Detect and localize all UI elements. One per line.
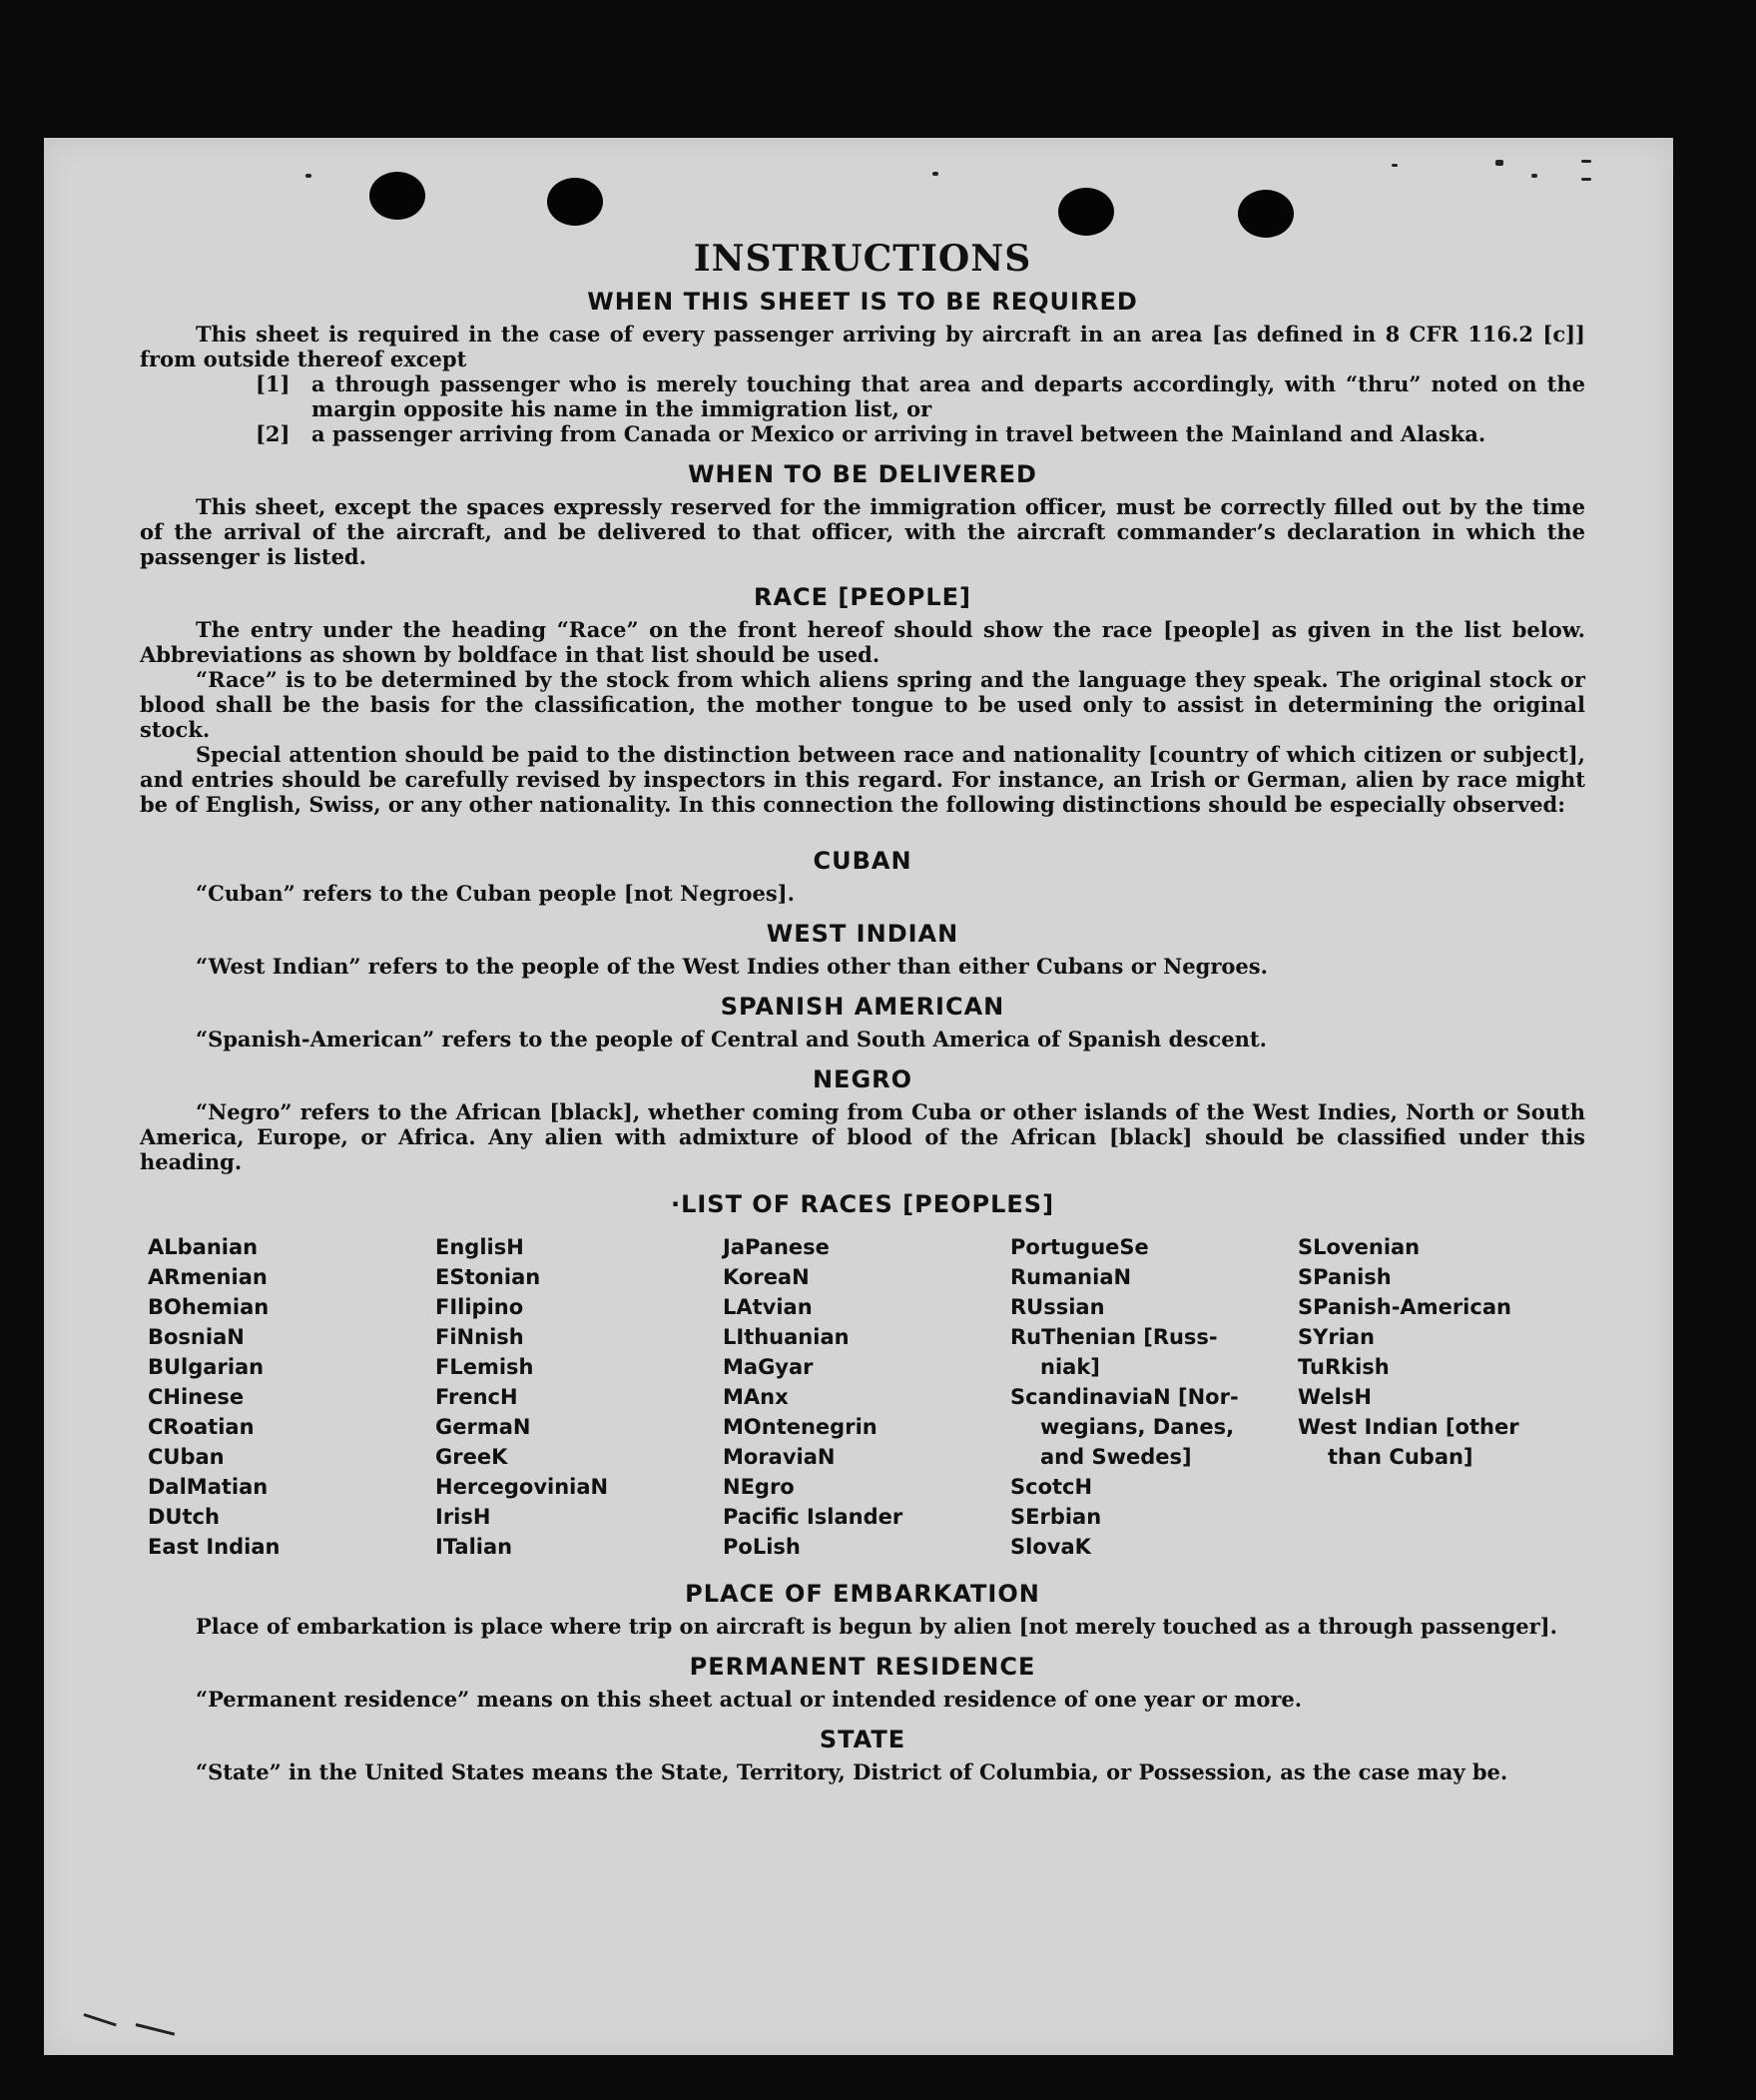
heading-negro: NEGRO: [812, 1065, 913, 1093]
race-entry: EStonian: [435, 1265, 541, 1289]
race-list: [148, 1232, 1585, 1562]
instructions-content: [140, 238, 1585, 1784]
heading-race: RACE [PEOPLE]: [753, 583, 972, 611]
race-entry: BOhemian: [148, 1295, 270, 1319]
race-entry: DUtch: [148, 1505, 220, 1529]
race-entry: East Indian: [148, 1535, 281, 1559]
race-entry: IrisH: [435, 1505, 491, 1529]
race-entry: SErbian: [1010, 1505, 1102, 1529]
required-intro: This sheet is required in the case of every passenger arriving by aircraft in an area [as defined in 8 CFR 116.2 [c]] from outside thereof except: [140, 322, 1585, 371]
race-entry: HercegoviniaN: [435, 1475, 609, 1499]
race-entry: LIthuanian: [723, 1325, 850, 1349]
race-entry: CHinese: [148, 1385, 245, 1409]
exception-number: [1]: [256, 371, 291, 396]
page-title: INSTRUCTIONS: [693, 238, 1032, 280]
race-entry: WelsH: [1298, 1385, 1372, 1409]
race-entry: MOntenegrin: [723, 1415, 878, 1439]
race-column-3: [723, 1232, 1010, 1562]
race-entry: PortugueSe: [1010, 1235, 1149, 1259]
ink-speck: [1495, 160, 1503, 166]
race-entry: SPanish-American: [1298, 1295, 1511, 1319]
race-entry: FrencH: [435, 1385, 518, 1409]
race-entry: TuRkish: [1298, 1355, 1390, 1379]
race-entry: MaGyar: [723, 1355, 814, 1379]
race-entry: GreeK: [435, 1445, 508, 1469]
heading-spanish-american: SPANISH AMERICAN: [720, 993, 1005, 1021]
race-entry: MAnx: [723, 1385, 789, 1409]
race-entry: ALbanian: [148, 1235, 259, 1259]
race-entry: FIlipino: [435, 1295, 524, 1319]
race-entry-continuation: than Cuban]: [1328, 1445, 1473, 1469]
race-column-4: [1010, 1232, 1298, 1562]
heading-when-required: WHEN THIS SHEET IS TO BE REQUIRED: [587, 288, 1138, 316]
race-entry: RUssian: [1010, 1295, 1105, 1319]
exception-item: [256, 371, 1585, 421]
exception-number: [2]: [256, 421, 291, 446]
race-entry: SLovenian: [1298, 1235, 1421, 1259]
race-entry: GermaN: [435, 1415, 531, 1439]
race-entry-continuation: and Swedes]: [1040, 1445, 1192, 1469]
negro-text: “Negro” refers to the African [black], whether coming from Cuba or other islands of the West Indies, North or South America, Europe, or Africa. Any alien with admixture of blood of the African [black] should be classified under this heading.: [140, 1099, 1585, 1174]
punch-hole: [547, 178, 603, 226]
race-entry: ScandinaviaN [Nor-: [1010, 1385, 1239, 1409]
race-entry: RumaniaN: [1010, 1265, 1132, 1289]
embarkation-text: Place of embarkation is place where trip on aircraft is begun by alien [not merely touched as a through passenger].: [196, 1614, 1557, 1639]
race-entry: CRoatian: [148, 1415, 255, 1439]
pencil-mark: [84, 2013, 117, 2026]
ink-speck: [932, 172, 938, 176]
race-entry-continuation: niak]: [1040, 1355, 1100, 1379]
ink-speck: [1531, 174, 1537, 178]
race-entry: FLemish: [435, 1355, 534, 1379]
race-entry: SPanish: [1298, 1265, 1392, 1289]
exception-item: [256, 421, 1585, 446]
heading-when-delivered: WHEN TO BE DELIVERED: [688, 460, 1037, 488]
heading-permanent-residence: PERMANENT RESIDENCE: [689, 1653, 1036, 1681]
race-entry: ScotcH: [1010, 1475, 1093, 1499]
ink-speck: [1392, 164, 1398, 167]
race-entry: BosniaN: [148, 1325, 245, 1349]
delivered-text: This sheet, except the spaces expressly reserved for the immigration officer, must be correctly filled out by the time of the arrival of the aircraft, and be delivered to that officer, with the aircraft commander’s declaration in which the passenger is listed.: [140, 494, 1585, 569]
document-sheet: [44, 138, 1673, 2055]
west-indian-text: “West Indian” refers to the people of the West Indies other than either Cubans or Negroes.: [196, 954, 1268, 979]
exception-text: a passenger arriving from Canada or Mexico or arriving in travel between the Mainland and Alaska.: [311, 421, 1486, 446]
race-entry: Pacific Islander: [723, 1505, 903, 1529]
spanish-american-text: “Spanish-American” refers to the people of Central and South America of Spanish descent.: [196, 1027, 1267, 1051]
exception-text: a through passenger who is merely touching that area and departs accordingly, with “thru” noted on the margin opposite his name in the immigration list, or: [311, 371, 1585, 421]
race-entry: EnglisH: [435, 1235, 524, 1259]
residence-text: “Permanent residence” means on this sheet actual or intended residence of one year or more.: [196, 1687, 1303, 1712]
race-entry: SYrian: [1298, 1325, 1376, 1349]
race-entry: SlovaK: [1010, 1535, 1091, 1559]
ink-speck: [305, 174, 311, 178]
race-entry: KoreaN: [723, 1265, 810, 1289]
race-entry: West Indian [other: [1298, 1415, 1519, 1439]
race-column-5: [1298, 1232, 1585, 1562]
race-column-2: [435, 1232, 723, 1562]
exception-list: [256, 371, 1585, 446]
race-entry: LAtvian: [723, 1295, 813, 1319]
punch-hole: [369, 172, 425, 220]
race-entry: ITalian: [435, 1535, 513, 1559]
heading-cuban: CUBAN: [813, 847, 912, 875]
race-paragraph-3: Special attention should be paid to the distinction between race and nationality [country of which citizen or subject], and entries should be carefully revised by inspectors in this regard. For instance, an Irish or German, alien by race might be of English, Swiss, or any other nationality. In this connection the following distinctions should be especially observed:: [140, 742, 1585, 817]
state-text: “State” in the United States means the State, Territory, District of Columbia, or Possession, as the case may be.: [196, 1759, 1508, 1784]
ink-speck: [1581, 178, 1591, 181]
cuban-text: “Cuban” refers to the Cuban people [not Negroes].: [196, 881, 795, 906]
race-entry: RuThenian [Russ-: [1010, 1325, 1218, 1349]
ink-speck: [1581, 160, 1591, 163]
punch-hole: [1238, 190, 1294, 238]
heading-list-of-races: ·LIST OF RACES [PEOPLES]: [670, 1190, 1055, 1218]
race-entry: PoLish: [723, 1535, 801, 1559]
race-entry: BUlgarian: [148, 1355, 265, 1379]
heading-west-indian: WEST INDIAN: [766, 920, 959, 948]
punch-hole: [1058, 188, 1114, 236]
race-paragraph-2: “Race” is to be determined by the stock from which aliens spring and the language they speak. The original stock or blood shall be the basis for the classification, the mother tongue to be used only to assist in determining the original stock.: [140, 667, 1585, 742]
race-entry: CUban: [148, 1445, 225, 1469]
race-entry: MoraviaN: [723, 1445, 836, 1469]
race-entry: DalMatian: [148, 1475, 269, 1499]
race-entry: ARmenian: [148, 1265, 268, 1289]
race-entry: JaPanese: [723, 1235, 830, 1259]
race-column-1: [148, 1232, 435, 1562]
heading-place-of-embarkation: PLACE OF EMBARKATION: [685, 1580, 1040, 1608]
race-entry-continuation: wegians, Danes,: [1040, 1415, 1235, 1439]
pencil-mark: [136, 2023, 176, 2036]
race-entry: NEgro: [723, 1475, 795, 1499]
heading-state: STATE: [819, 1726, 906, 1753]
race-entry: FiNnish: [435, 1325, 524, 1349]
race-paragraph-1: The entry under the heading “Race” on the front hereof should show the race [people] as given in the list below. Abbreviations as shown by boldface in that list should be used.: [140, 617, 1585, 667]
